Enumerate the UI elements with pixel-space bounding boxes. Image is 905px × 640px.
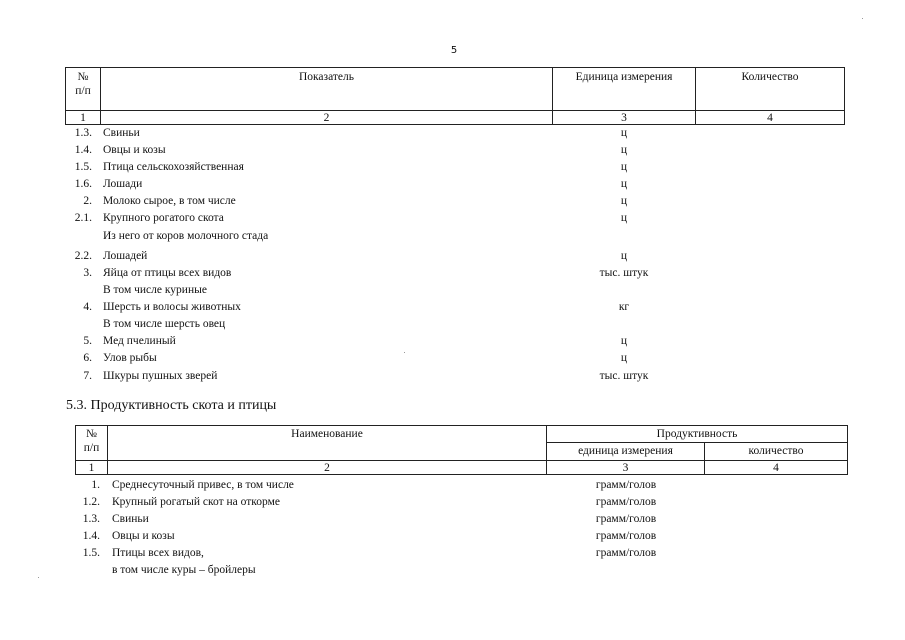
row-unit: тыс. штук (599, 267, 649, 279)
header-num: № п/п (76, 426, 108, 461)
row-unit: грамм/голов (595, 479, 657, 491)
header-num: № п/п (66, 68, 101, 111)
row-num: 1.5. (82, 547, 100, 559)
row-name: Овцы и козы (112, 530, 175, 542)
header-indicator: Показатель (101, 68, 553, 111)
scan-speck (862, 18, 863, 19)
header-name: Наименование (108, 426, 547, 461)
row-num: 1.5. (74, 161, 92, 173)
row-name: Шкуры пушных зверей (103, 370, 218, 382)
row-num: 1.6. (74, 178, 92, 190)
row-num: 1. (91, 479, 100, 491)
row-name: Свиньи (112, 513, 149, 525)
page-number: 5 (450, 45, 458, 56)
row-name: Овцы и козы (103, 144, 166, 156)
header-quantity: Количество (696, 68, 845, 111)
row-unit: ц (620, 178, 628, 190)
row-name: Из него от коров молочного стада (103, 230, 269, 242)
row-num: 2. (83, 195, 92, 207)
row-unit: тыс. штук (599, 370, 649, 382)
row-unit: ц (620, 127, 628, 139)
row-num: 7. (83, 370, 92, 382)
row-unit: грамм/голов (595, 530, 657, 542)
row-num: 3. (83, 267, 92, 279)
col-number: 4 (696, 111, 845, 125)
col-number: 3 (553, 111, 696, 125)
row-num: 2.2. (74, 250, 92, 262)
row-name: Среднесуточный привес, в том числе (112, 479, 294, 491)
row-unit: ц (620, 161, 628, 173)
col-number: 4 (705, 461, 848, 475)
row-num: 1.3. (82, 513, 100, 525)
row-num: 1.4. (74, 144, 92, 156)
row-name: Улов рыбы (103, 352, 157, 364)
row-unit: грамм/голов (595, 496, 657, 508)
row-unit: ц (620, 250, 628, 262)
indicators-table-header (65, 67, 845, 125)
row-num: 1.3. (74, 127, 92, 139)
row-num: 5. (83, 335, 92, 347)
scan-speck (404, 352, 405, 353)
row-unit: кг (618, 301, 630, 313)
header-quantity: количество (705, 443, 848, 461)
row-num: 4. (83, 301, 92, 313)
row-num: 1.4. (82, 530, 100, 542)
row-name: Свиньи (103, 127, 140, 139)
col-number: 1 (66, 111, 101, 125)
header-unit: Единица измерения (553, 68, 696, 111)
row-num: 6. (83, 352, 92, 364)
row-name: Крупного рогатого скота (103, 212, 224, 224)
row-name: Лошадей (103, 250, 148, 262)
row-name: Молоко сырое, в том числе (103, 195, 236, 207)
row-name: Птица сельскохозяйственная (103, 161, 244, 173)
row-unit: ц (620, 212, 628, 224)
row-name: Шерсть и волосы животных (103, 301, 241, 313)
row-name: Яйца от птицы всех видов (103, 267, 232, 279)
row-name: Мед пчелиный (103, 335, 176, 347)
productivity-table-header (75, 425, 848, 475)
row-name: Крупный рогатый скот на откорме (112, 496, 280, 508)
col-number: 2 (101, 111, 553, 125)
row-unit: ц (620, 335, 628, 347)
row-num: 1.2. (82, 496, 100, 508)
row-unit: ц (620, 352, 628, 364)
row-unit: ц (620, 195, 628, 207)
header-productivity: Продуктивность (547, 426, 848, 443)
col-number: 1 (76, 461, 108, 475)
row-unit: ц (620, 144, 628, 156)
row-name: Птицы всех видов, (112, 547, 204, 559)
scan-speck (38, 577, 39, 578)
row-name: В том числе шерсть овец (103, 318, 226, 330)
row-name: в том числе куры – бройлеры (112, 564, 256, 576)
row-name: В том числе куриные (103, 284, 207, 296)
row-unit: грамм/голов (595, 547, 657, 559)
row-unit: грамм/голов (595, 513, 657, 525)
row-num: 2.1. (74, 212, 92, 224)
col-number: 2 (108, 461, 547, 475)
header-unit: единица измерения (547, 443, 705, 461)
col-number: 3 (547, 461, 705, 475)
row-name: Лошади (103, 178, 143, 190)
section-title: 5.3. Продуктивность скота и птицы (66, 398, 277, 413)
